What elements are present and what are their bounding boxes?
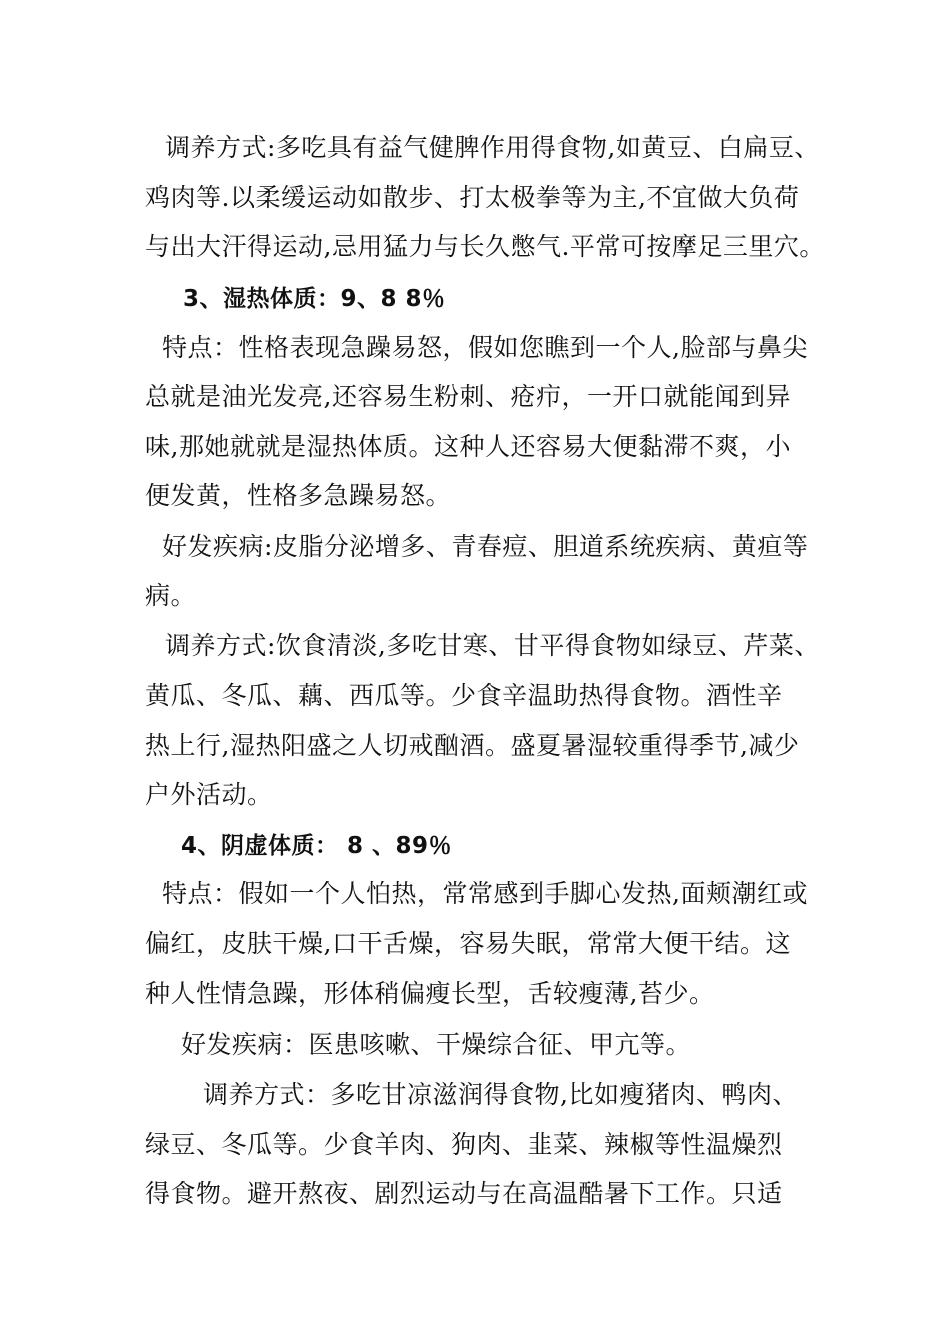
section-heading-damp-heat: 3、湿热体质：9、8 8％	[183, 286, 446, 312]
text-line: 特点：假如一个人怕热，常常感到手脚心发热,面颊潮红或	[162, 879, 808, 908]
text-line: 黄瓜、冬瓜、藕、西瓜等。少食辛温助热得食物。酒性辛	[145, 681, 783, 710]
text-line: 鸡肉等.以柔缓运动如散步、打太极拳等为主,不宜做大负荷	[145, 183, 800, 212]
text-line: 好发疾病:皮脂分泌增多、青春痘、胆道系统疾病、黄疸等	[162, 532, 809, 561]
text-line: 病。	[145, 581, 197, 610]
text-line: 好发疾病：医患咳嗽、干燥综合征、甲亢等。	[181, 1030, 692, 1059]
text-line: 户外活动。	[145, 780, 273, 809]
text-line: 得食物。避开熬夜、剧烈运动与在高温酷暑下工作。只适	[145, 1179, 783, 1208]
text-line: 种人性情急躁，形体稍偏瘦长型，舌较瘦薄,苔少。	[145, 979, 715, 1008]
text-line: 绿豆、冬瓜等。少食羊肉、狗肉、韭菜、辣椒等性温燥烈	[145, 1130, 783, 1159]
section-heading-yin-deficiency: 4、阴虚体质： 8 、89％	[181, 833, 453, 859]
text-line: 调养方式:饮食清淡,多吃甘寒、甘平得食物如绿豆、芹菜、	[165, 631, 820, 660]
text-line: 便发黄，性格多急躁易怒。	[145, 481, 452, 510]
text-line: 热上行,湿热阳盛之人切戒酗酒。盛夏暑湿较重得季节,减少	[145, 731, 800, 760]
text-line: 偏红，皮肤干燥,口干舌燥，容易失眠，常常大便干结。这	[145, 929, 791, 958]
text-line: 味,那她就就是湿热体质。这种人还容易大便黏滞不爽，小	[145, 432, 791, 461]
text-line: 总就是油光发亮,还容易生粉刺、疮疖，一开口就能闻到异	[145, 382, 791, 411]
text-line: 特点：性格表现急躁易怒，假如您瞧到一个人,脸部与鼻尖	[162, 333, 808, 362]
text-line: 与出大汗得运动,忌用猛力与长久憋气.平常可按摩足三里穴。	[145, 232, 825, 261]
text-line: 调养方式：多吃甘凉滋润得食物,比如瘦猪肉、鸭肉、	[203, 1080, 798, 1109]
text-line: 调养方式:多吃具有益气健脾作用得食物,如黄豆、白扁豆、	[165, 133, 820, 162]
